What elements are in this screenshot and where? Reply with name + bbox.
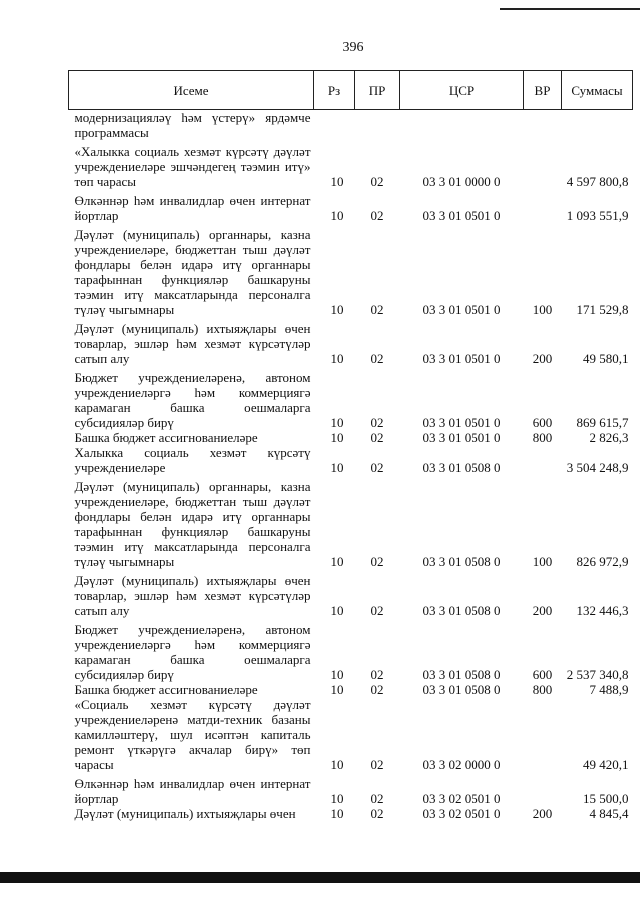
table-header-row xyxy=(69,71,633,110)
cell-vr: 100 xyxy=(532,554,553,569)
cell-sum: 869 615,7 xyxy=(576,415,629,430)
cell-name: Дәүләт (муниципаль) органнары, казна учреждениеләре, бюджеттан тыш дәүләт фондлары белән идарә итү органнары тарафыннан функцияләр башкаруны тәэмин итү максатларында персоналга түләү чыгымнары xyxy=(74,479,311,569)
cell-vr: 200 xyxy=(532,351,553,366)
cell-rz: 10 xyxy=(330,682,344,697)
cell-pr: 02 xyxy=(370,351,384,366)
cell-name: «Халыкка социаль хезмәт күрсәтү дәүләт учреждениеләре эшчәндегең тәэмин итү» төп чарасы xyxy=(74,144,311,189)
cell-rz: 10 xyxy=(330,554,344,569)
table-body xyxy=(69,110,633,822)
table-row xyxy=(69,144,633,189)
cell-pr: 02 xyxy=(370,757,384,772)
cell-pr: 02 xyxy=(370,208,384,223)
cell-vr xyxy=(524,776,562,806)
table-row xyxy=(69,110,633,141)
header-vr: ВР xyxy=(524,71,562,110)
table-row xyxy=(69,697,633,772)
cell-pr: 02 xyxy=(370,415,384,430)
cell-sum: 826 972,9 xyxy=(576,554,629,569)
table-row xyxy=(69,806,633,821)
cell-csr: 03 3 01 0000 0 xyxy=(422,174,501,189)
table-row xyxy=(69,573,633,618)
cell-rz: 10 xyxy=(330,174,344,189)
cell-name: Башка бюджет ассигнованиеләре xyxy=(74,430,258,445)
scan-artifact-bottom-bar xyxy=(0,872,640,883)
cell-rz: 10 xyxy=(330,757,344,772)
table-row xyxy=(69,445,633,475)
cell-pr: 02 xyxy=(370,603,384,618)
cell-pr xyxy=(355,110,400,141)
table-row xyxy=(69,227,633,317)
cell-rz: 10 xyxy=(330,208,344,223)
cell-vr xyxy=(524,697,562,772)
cell-sum: 4 845,4 xyxy=(589,806,629,821)
cell-sum: 2 537 340,8 xyxy=(566,667,629,682)
table-row xyxy=(69,370,633,430)
cell-rz: 10 xyxy=(330,415,344,430)
header-sum: Суммасы xyxy=(562,71,633,110)
cell-name: Өлкәннәр һәм инвалидлар өчен интернат йортлар xyxy=(74,776,311,806)
budget-table xyxy=(68,70,633,821)
cell-name: модернизацияләү һәм үстерү» ярдәмче программасы xyxy=(74,110,311,140)
cell-csr: 03 3 02 0501 0 xyxy=(422,791,501,806)
cell-sum: 1 093 551,9 xyxy=(566,208,629,223)
cell-csr: 03 3 01 0501 0 xyxy=(422,415,501,430)
page-number: 396 xyxy=(342,40,364,55)
cell-name: Халыкка социаль хезмәт күрсәтү учреждениеләре xyxy=(74,445,311,475)
cell-sum: 15 500,0 xyxy=(583,791,629,806)
cell-vr: 200 xyxy=(532,806,553,821)
cell-name: Дәүләт (муниципаль) ихтыяҗлары өчен товарлар, эшләр һәм хезмәт күрсәтүләр сатып алу xyxy=(74,321,311,366)
cell-vr: 100 xyxy=(532,302,553,317)
cell-pr: 02 xyxy=(370,791,384,806)
cell-csr xyxy=(400,110,524,141)
cell-vr: 600 xyxy=(532,415,553,430)
cell-name: «Социаль хезмәт күрсәтү дәүләт учреждениеләренә матди-техник базаны камилләштерү, шул исәптән капиталь ремонт үткәрүгә акчалар бирү» төп чарасы xyxy=(74,697,311,772)
cell-pr: 02 xyxy=(370,682,384,697)
cell-rz: 10 xyxy=(330,460,344,475)
cell-rz: 10 xyxy=(330,806,344,821)
table-row xyxy=(69,479,633,569)
cell-name: Бюджет учреждениеләренә, автоном учреждениеләргә һәм коммерциягә карамаган башка оешмаларга субсидияләр бирү xyxy=(74,622,311,682)
cell-vr: 600 xyxy=(532,667,553,682)
cell-csr: 03 3 01 0508 0 xyxy=(422,554,501,569)
cell-vr: 800 xyxy=(532,430,553,445)
cell-rz: 10 xyxy=(330,351,344,366)
cell-sum: 49 420,1 xyxy=(583,757,629,772)
table-row xyxy=(69,622,633,682)
cell-rz: 10 xyxy=(330,603,344,618)
cell-sum xyxy=(562,110,633,141)
cell-rz: 10 xyxy=(330,430,344,445)
cell-csr: 03 3 01 0501 0 xyxy=(422,208,501,223)
cell-vr: 200 xyxy=(532,603,553,618)
cell-pr: 02 xyxy=(370,460,384,475)
cell-sum: 2 826,3 xyxy=(589,430,629,445)
table-row xyxy=(69,321,633,366)
cell-rz: 10 xyxy=(330,302,344,317)
cell-name: Дәүләт (муниципаль) ихтыяҗлары өчен товарлар, эшләр һәм хезмәт күрсәтүләр сатып алу xyxy=(74,573,311,618)
header-name: Исеме xyxy=(69,71,314,110)
cell-pr: 02 xyxy=(370,667,384,682)
cell-pr: 02 xyxy=(370,174,384,189)
cell-vr xyxy=(524,193,562,223)
cell-vr xyxy=(524,110,562,141)
cell-pr: 02 xyxy=(370,806,384,821)
table-row xyxy=(69,776,633,806)
cell-pr: 02 xyxy=(370,554,384,569)
cell-csr: 03 3 01 0501 0 xyxy=(422,351,501,366)
cell-csr: 03 3 01 0508 0 xyxy=(422,682,501,697)
cell-rz xyxy=(314,110,355,141)
header-csr: ЦСР xyxy=(400,71,524,110)
budget-table-container xyxy=(68,70,632,821)
cell-csr: 03 3 01 0501 0 xyxy=(422,302,501,317)
cell-vr: 800 xyxy=(532,682,553,697)
cell-pr: 02 xyxy=(370,302,384,317)
scan-artifact-top-line xyxy=(500,8,640,10)
header-rz: Рз xyxy=(314,71,355,110)
cell-sum: 4 597 800,8 xyxy=(566,174,629,189)
cell-sum: 3 504 248,9 xyxy=(566,460,629,475)
cell-vr xyxy=(524,445,562,475)
cell-name: Башка бюджет ассигнованиеләре xyxy=(74,682,258,697)
cell-csr: 03 3 02 0000 0 xyxy=(422,757,501,772)
cell-sum: 132 446,3 xyxy=(576,603,629,618)
cell-pr: 02 xyxy=(370,430,384,445)
cell-name: Дәүләт (муниципаль) ихтыяҗлары өчен xyxy=(74,806,296,821)
cell-rz: 10 xyxy=(330,791,344,806)
cell-rz: 10 xyxy=(330,667,344,682)
cell-name: Бюджет учреждениеләренә, автоном учреждениеләргә һәм коммерциягә карамаган башка оешмаларга субсидияләр бирү xyxy=(74,370,311,430)
cell-csr: 03 3 01 0501 0 xyxy=(422,430,501,445)
table-row xyxy=(69,430,633,445)
cell-csr: 03 3 02 0501 0 xyxy=(422,806,501,821)
table-row xyxy=(69,193,633,223)
cell-sum: 49 580,1 xyxy=(583,351,629,366)
cell-name: Дәүләт (муниципаль) органнары, казна учреждениеләре, бюджеттан тыш дәүләт фондлары белән идарә итү органнары тарафыннан функцияләр башкаруны тәэмин итү максатларында персоналга түләү чыгымнары xyxy=(74,227,311,317)
cell-name: Өлкәннәр һәм инвалидлар өчен интернат йортлар xyxy=(74,193,311,223)
cell-csr: 03 3 01 0508 0 xyxy=(422,460,501,475)
cell-sum: 171 529,8 xyxy=(576,302,629,317)
cell-csr: 03 3 01 0508 0 xyxy=(422,667,501,682)
cell-vr xyxy=(524,144,562,189)
header-pr: ПР xyxy=(355,71,400,110)
cell-sum: 7 488,9 xyxy=(589,682,629,697)
cell-csr: 03 3 01 0508 0 xyxy=(422,603,501,618)
table-row xyxy=(69,682,633,697)
